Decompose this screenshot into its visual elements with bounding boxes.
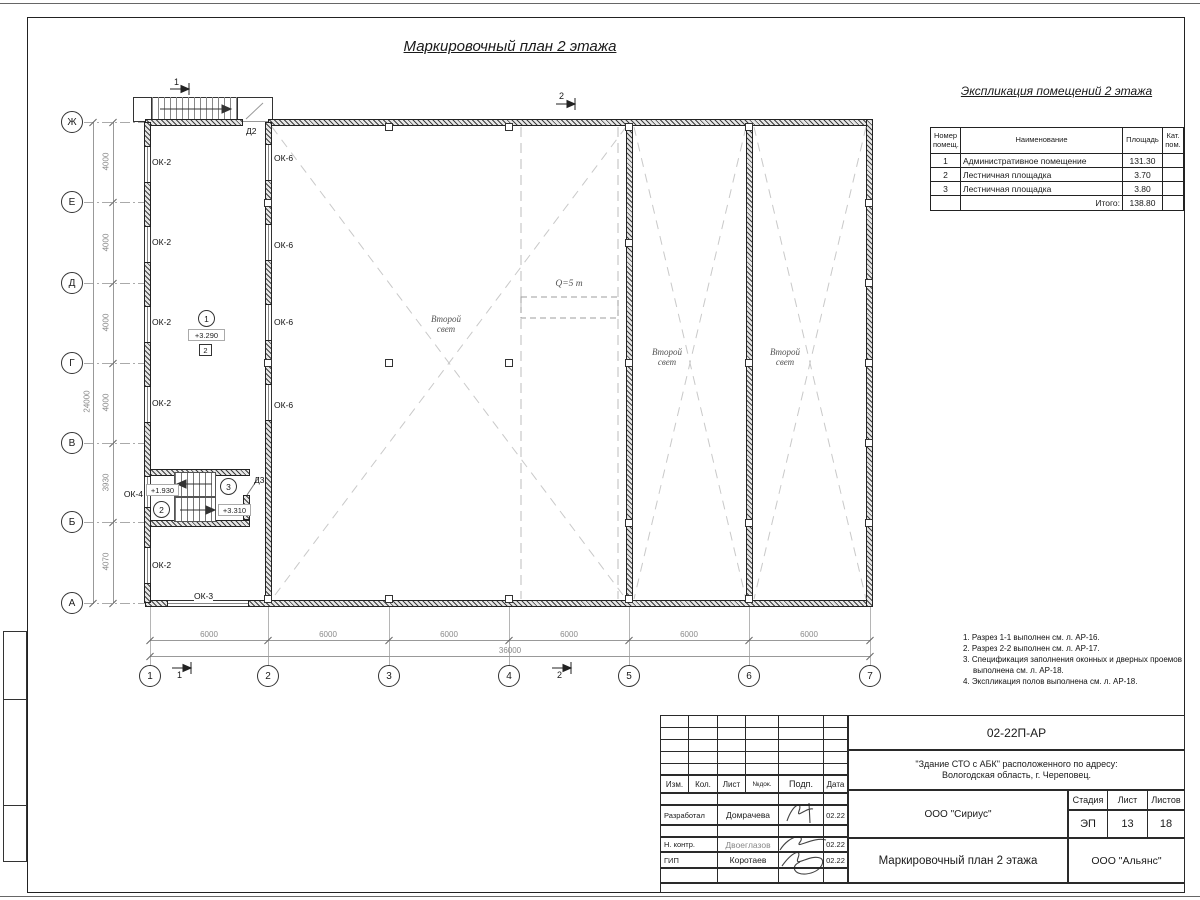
column-marker (745, 359, 753, 367)
column-marker (385, 359, 393, 367)
dim-value: 6000 (560, 630, 578, 639)
window-tag: ОК-2 (152, 237, 172, 247)
window-tag: ОК-6 (274, 317, 294, 327)
dim-value: 6000 (200, 630, 218, 639)
stage-header: Стадия (1068, 790, 1108, 810)
axis-line (749, 606, 750, 666)
revision-grid (660, 715, 848, 775)
door-tag: Д2 (246, 126, 257, 136)
axis-label: 4 (506, 670, 512, 682)
axis-bubble-row (61, 352, 83, 374)
doc-title: Маркировочный план 2 этажа (848, 838, 1068, 883)
tb-header-cell: Дата (823, 775, 848, 793)
stair-flight (174, 472, 216, 497)
window-ok6 (265, 145, 272, 180)
sheets-header: Листов (1147, 790, 1185, 810)
wall-segment (144, 507, 151, 548)
window-ok2 (144, 387, 151, 422)
window-tag: ОК-6 (274, 400, 294, 410)
second-light-line: свет (657, 357, 677, 367)
axis-bubble-row (61, 111, 83, 133)
room-number-bubble: 3 (220, 478, 237, 495)
axis-bubble-col (618, 665, 640, 687)
signature (776, 832, 834, 878)
window-tag: ОК-4 (123, 489, 143, 499)
axis-line (389, 606, 390, 666)
room-num: 2 (931, 168, 961, 182)
room-area: 131.30 (1123, 154, 1163, 168)
window-tag: ОК-6 (274, 240, 294, 250)
dim-total: 24000 (82, 390, 92, 413)
project-line: "Здание СТО с АБК" расположенного по адресу: (915, 759, 1118, 769)
col-header: Номер помещ. (931, 128, 961, 154)
second-light-line: свет (775, 357, 795, 367)
window-tag: ОК-6 (274, 153, 294, 163)
column-marker (264, 595, 272, 603)
margin-box (3, 699, 27, 806)
tb-name: Двоеглазов (717, 837, 779, 852)
notes-block (963, 632, 1195, 687)
table-row (931, 182, 1184, 196)
designer-org: ООО "Сириус" (848, 790, 1068, 838)
column-marker (625, 519, 633, 527)
margin-box (3, 805, 27, 862)
second-light-line: Второй (651, 347, 683, 357)
column-marker (745, 595, 753, 603)
axis-line (629, 606, 630, 666)
table-header-row (931, 128, 1184, 154)
room-cat (1163, 154, 1184, 168)
dim-value: 3930 (101, 473, 111, 492)
dim-value: 6000 (680, 630, 698, 639)
axis-label: 6 (746, 670, 752, 682)
tb-date: 02.22 (823, 837, 848, 852)
table-total-row (931, 196, 1184, 211)
column-marker (385, 123, 393, 131)
wall-segment (265, 122, 272, 145)
document-code: 02-22П-АР (848, 715, 1185, 750)
tb-name: Домрачева (717, 805, 779, 825)
axis-bubble-col (498, 665, 520, 687)
crane-capacity-label: Q=5 т (555, 279, 583, 289)
tb-header-cell: №док. (745, 775, 779, 793)
tb-role: Н. контр. (660, 837, 718, 852)
axis-bubble-col (859, 665, 881, 687)
dim-value: 6000 (800, 630, 818, 639)
room-name: Лестничная площадка (961, 168, 1123, 182)
dim-value: 4000 (101, 152, 111, 171)
tb-header-cell: Лист (717, 775, 746, 793)
column-marker (505, 123, 513, 131)
sheets-value: 18 (1147, 810, 1185, 838)
room-area: 3.70 (1123, 168, 1163, 182)
column-marker (865, 439, 873, 447)
wall-segment (144, 583, 151, 603)
section-mark-label: 2 (557, 670, 563, 680)
axis-bubble-col (139, 665, 161, 687)
empty-cell (1163, 196, 1184, 211)
total-label: Итого: (961, 196, 1123, 211)
axis-bubble-col (738, 665, 760, 687)
wall-segment (144, 342, 151, 387)
window-tag: ОК-2 (152, 560, 172, 570)
axis-label: Д (68, 277, 76, 289)
dim-value: 4000 (101, 233, 111, 252)
explication-title: Экспликация помещений 2 этажа (960, 84, 1153, 98)
column-marker (264, 359, 272, 367)
room-num: 1 (931, 154, 961, 168)
axis-label: 3 (386, 670, 392, 682)
sheet-value: 13 (1107, 810, 1148, 838)
dim-value: 6000 (319, 630, 337, 639)
window-ok6 (265, 305, 272, 340)
tb-date: 02.22 (823, 805, 848, 825)
column-marker (865, 199, 873, 207)
column-marker (385, 595, 393, 603)
elevation-mark: +3.290 (188, 329, 225, 341)
second-light-label (418, 314, 474, 334)
note: 3. Спецификация заполнения оконных и дверных проемов выполнена см. л. АР-18. (963, 655, 1182, 675)
axis-label: 2 (265, 670, 271, 682)
axis-label: В (68, 437, 76, 449)
dim-total: 36000 (498, 646, 522, 655)
client-org: ООО "Альянс" (1068, 838, 1185, 883)
axis-line (268, 606, 269, 666)
window-ok6 (265, 225, 272, 260)
tb-header-cell: Кол. (688, 775, 718, 793)
column-marker (865, 359, 873, 367)
column-marker (505, 359, 513, 367)
table-row (931, 168, 1184, 182)
window-tag: ОК-3 (194, 591, 214, 601)
tb-role: Разработал (660, 805, 718, 825)
empty-cell (931, 196, 961, 211)
note: 2. Разрез 2-2 выполнен см. л. АР-17. (963, 644, 1100, 653)
table-row (931, 154, 1184, 168)
note: 4. Экспликация полов выполнена см. л. АР-18. (963, 677, 1138, 686)
wall-segment (265, 420, 272, 603)
total-value: 138.80 (1123, 196, 1163, 211)
tb-header-cell: Подп. (778, 775, 824, 793)
dimension-line (150, 656, 870, 657)
window-tag: ОК-2 (152, 398, 172, 408)
dim-value: 4000 (101, 313, 111, 332)
tb-date: 02.22 (823, 852, 848, 868)
second-light-line: Второй (769, 347, 801, 357)
project-name (848, 750, 1185, 790)
window-tag: ОК-2 (152, 157, 172, 167)
elevation-mark: +3.310 (218, 504, 251, 516)
room-cat (1163, 182, 1184, 196)
tb-bottom-strip (660, 883, 1185, 893)
dim-value: 6000 (440, 630, 458, 639)
window-ok2 (144, 227, 151, 262)
axis-label: Е (68, 196, 76, 208)
wall-segment (145, 119, 243, 126)
wall-segment (144, 262, 151, 307)
stage-value: ЭП (1068, 810, 1108, 838)
room-num: 3 (931, 182, 961, 196)
axis-bubble-row (61, 511, 83, 533)
margin-box (3, 631, 27, 700)
note: 1. Разрез 1-1 выполнен см. л. АР-16. (963, 633, 1100, 642)
window-ok2 (144, 307, 151, 342)
axis-line (509, 606, 510, 666)
room-name: Лестничная площадка (961, 182, 1123, 196)
tb-header-cell: Изм. (660, 775, 689, 793)
paper-edge-bottom (0, 896, 1200, 897)
wall-segment (248, 600, 873, 607)
tb-role: ГИП (660, 852, 718, 868)
dimension-line (93, 122, 94, 603)
tb-name: Коротаев (717, 852, 779, 868)
axis-bubble-col (257, 665, 279, 687)
plan-title: Маркировочный план 2 этажа (403, 38, 617, 55)
second-light-line: свет (436, 324, 456, 334)
stair-flight (174, 497, 216, 522)
column-marker (625, 239, 633, 247)
signature (783, 799, 823, 827)
room-number-bubble: 1 (198, 310, 215, 327)
axis-label: Б (68, 516, 76, 528)
column-marker (625, 123, 633, 131)
column-marker (745, 123, 753, 131)
floor-type-tag: 2 (199, 344, 212, 356)
window-ok2 (144, 147, 151, 182)
room-cat (1163, 168, 1184, 182)
project-line: Вологодская область, г. Череповец. (941, 770, 1092, 780)
section-mark-label: 1 (174, 77, 180, 87)
axis-bubble-row (61, 432, 83, 454)
axis-label: Г (69, 357, 75, 369)
axis-bubble-row (61, 191, 83, 213)
explication-table (930, 127, 1184, 211)
axis-label: 7 (867, 670, 873, 682)
room-area: 3.80 (1123, 182, 1163, 196)
room-name: Административное помещение (961, 154, 1123, 168)
window-ok3 (168, 600, 248, 607)
axis-bubble-row (61, 272, 83, 294)
axis-label: Ж (67, 116, 77, 128)
wall-segment (268, 119, 870, 126)
section-mark-label: 1 (177, 670, 183, 680)
second-light-label (757, 347, 813, 367)
wall-segment (144, 122, 151, 147)
wall-segment (265, 260, 272, 305)
second-light-line: Второй (430, 314, 462, 324)
col-header: Кат. пом. (1163, 128, 1184, 154)
section-mark-label: 2 (559, 91, 565, 101)
dim-value: 4000 (101, 393, 111, 412)
second-light-label (639, 347, 695, 367)
column-marker (264, 199, 272, 207)
col-header: Наименование (961, 128, 1123, 154)
column-marker (625, 595, 633, 603)
door-tag: Д3 (254, 475, 265, 485)
axis-bubble-col (378, 665, 400, 687)
sheet-header: Лист (1107, 790, 1148, 810)
window-ok6 (265, 385, 272, 420)
column-marker (865, 519, 873, 527)
col-header: Площадь (1123, 128, 1163, 154)
axis-label: А (68, 597, 76, 609)
column-marker (625, 359, 633, 367)
window-tag: ОК-2 (152, 317, 172, 327)
axis-label: 1 (147, 670, 153, 682)
column-marker (865, 279, 873, 287)
dim-value: 4070 (101, 552, 111, 571)
wall-segment (144, 182, 151, 227)
elevation-mark: +1.930 (146, 484, 179, 496)
paper-edge-top (0, 3, 1200, 4)
column-marker (505, 595, 513, 603)
room-number-bubble: 2 (153, 501, 170, 518)
axis-label: 5 (626, 670, 632, 682)
column-marker (745, 519, 753, 527)
window-ok2 (144, 548, 151, 583)
axis-bubble-row (61, 592, 83, 614)
